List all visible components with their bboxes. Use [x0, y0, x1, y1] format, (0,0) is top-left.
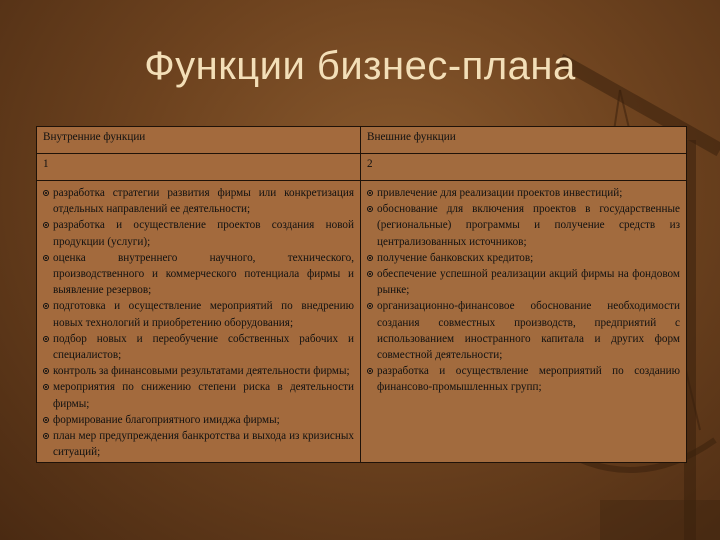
- bullet-icon: [43, 255, 49, 261]
- bullet-icon: [43, 417, 49, 423]
- list-item: план мер предупреждения банкротства и выхода из кризисных ситуаций;: [43, 428, 354, 460]
- bullet-icon: [367, 190, 373, 196]
- bullet-icon: [43, 368, 49, 374]
- table-header-row: [37, 127, 687, 154]
- list-item: обоснование для включения проектов в государственные (региональные) программы и получение средств из централизованных источников;: [367, 201, 680, 250]
- list-item: организационно-финансовое обоснование необходимости создания совместных производств, предприятий с использованием иностранного капитала и других форм совместной деятельности;: [367, 298, 680, 363]
- bullet-icon: [367, 255, 373, 261]
- bullet-icon: [43, 303, 49, 309]
- internal-functions-list: [43, 185, 354, 460]
- external-functions-list: [367, 185, 680, 396]
- list-item: обеспечение успешной реализации акций фирмы на фондовом рынке;: [367, 266, 680, 298]
- list-item: формирование благоприятного имиджа фирмы;: [43, 412, 354, 428]
- list-item: разработка и осуществление мероприятий по созданию финансово-промышленных групп;: [367, 363, 680, 395]
- table-number-row: [37, 154, 687, 181]
- bullet-icon: [43, 384, 49, 390]
- bullet-icon: [367, 206, 373, 212]
- bullet-icon: [43, 433, 49, 439]
- internal-functions-cell: [37, 181, 361, 463]
- bullet-icon: [43, 190, 49, 196]
- table-content-row: [37, 181, 687, 463]
- header-external: Внешние функции: [361, 127, 687, 154]
- header-internal: Внутренние функции: [37, 127, 361, 154]
- bullet-icon: [367, 271, 373, 277]
- list-item: разработка стратегии развития фирмы или конкретизация отдельных направлений ее деятельности;: [43, 185, 354, 217]
- list-item: привлечение для реализации проектов инвестиций;: [367, 185, 680, 201]
- number-internal: 1: [37, 154, 361, 181]
- list-item: подбор новых и переобучение собственных рабочих и специалистов;: [43, 331, 354, 363]
- list-item: получение банковских кредитов;: [367, 250, 680, 266]
- bullet-icon: [43, 222, 49, 228]
- number-external: 2: [361, 154, 687, 181]
- list-item: контроль за финансовыми результатами деятельности фирмы;: [43, 363, 354, 379]
- bullet-icon: [367, 303, 373, 309]
- functions-table: [36, 126, 687, 463]
- list-item: оценка внутреннего научного, технического, производственного и коммерческого потенциала фирмы и выявление резервов;: [43, 250, 354, 299]
- list-item: подготовка и осуществление мероприятий по внедрению новых технологий и приобретению оборудования;: [43, 298, 354, 330]
- slide-title: Функции бизнес-плана: [144, 44, 576, 88]
- bullet-icon: [367, 368, 373, 374]
- list-item: разработка и осуществление проектов создания новой продукции (услуги);: [43, 217, 354, 249]
- list-item: мероприятия по снижению степени риска в деятельности фирмы;: [43, 379, 354, 411]
- external-functions-cell: [361, 181, 687, 463]
- bullet-icon: [43, 336, 49, 342]
